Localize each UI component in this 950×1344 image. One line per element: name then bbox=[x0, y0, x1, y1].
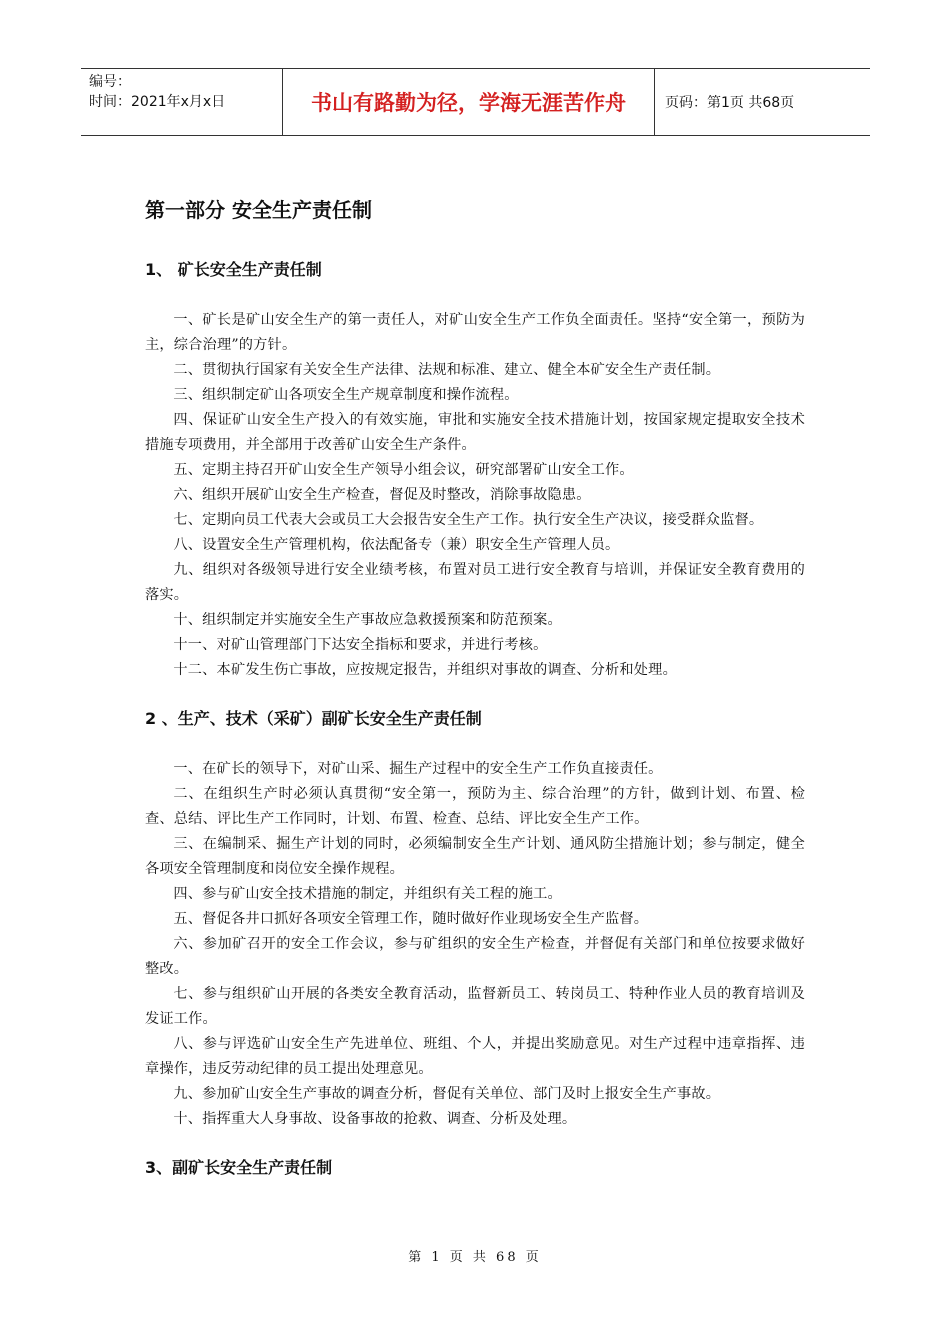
paragraph: 三、在编制采、掘生产计划的同时，必须编制安全生产计划、通风防尘措施计划；参与制定，健全各项安全管理制度和岗位安全操作规程。 bbox=[145, 836, 805, 877]
paragraph: 七、参与组织矿山开展的各类安全教育活动，监督新员工、转岗员工、特种作业人员的教育培训及发证工作。 bbox=[145, 986, 805, 1027]
paragraph: 八、设置安全生产管理机构，依法配备专（兼）职安全生产管理人员。 bbox=[173, 537, 620, 553]
section-title: 1、 矿长安全生产责任制 bbox=[145, 260, 322, 279]
paragraph: 二、在组织生产时必须认真贯彻“安全第一，预防为主、综合治理”的方针，做到计划、布置、检查、总结、评比生产工作同时，计划、布置、检查、总结、评比安全生产工作。 bbox=[145, 786, 805, 827]
paragraph: 五、定期主持召开矿山安全生产领导小组会议，研究部署矿山安全工作。 bbox=[173, 462, 634, 478]
paragraph: 一、在矿长的领导下，对矿山采、掘生产过程中的安全生产工作负直接责任。 bbox=[173, 761, 663, 777]
document-body bbox=[145, 190, 805, 1206]
paragraph: 四、参与矿山安全技术措施的制定，并组织有关工程的施工。 bbox=[173, 886, 562, 902]
paragraph: 六、参加矿召开的安全工作会议，参与矿组织的安全生产检查，并督促有关部门和单位按要求做好整改。 bbox=[145, 936, 805, 977]
paragraph: 六、组织开展矿山安全生产检查，督促及时整改，消除事故隐患。 bbox=[173, 487, 591, 503]
header-motto: 书山有路勤为径，学海无涯苦作舟 bbox=[283, 69, 655, 135]
paragraph: 二、贯彻执行国家有关安全生产法律、法规和标准、建立、健全本矿安全生产责任制。 bbox=[173, 362, 721, 378]
paragraph: 一、矿长是矿山安全生产的第一责任人，对矿山安全生产工作负全面责任。坚持“安全第一，预防为主，综合治理”的方针。 bbox=[145, 312, 805, 353]
paragraph: 四、保证矿山安全生产投入的有效实施，审批和实施安全技术措施计划，按国家规定提取安全技术措施专项费用，并全部用于改善矿山安全生产条件。 bbox=[145, 412, 805, 453]
section-1 bbox=[145, 258, 805, 683]
document-number-label: 编号： bbox=[89, 74, 131, 90]
page-header bbox=[81, 68, 870, 136]
section-2 bbox=[145, 707, 805, 1132]
paragraph: 十、组织制定并实施安全生产事故应急救援预案和防范预案。 bbox=[173, 612, 562, 628]
paragraph: 九、组织对各级领导进行安全业绩考核，布置对员工进行安全教育与培训，并保证安全教育费用的落实。 bbox=[145, 562, 805, 603]
paragraph: 三、组织制定矿山各项安全生产规章制度和操作流程。 bbox=[173, 387, 519, 403]
page-footer: 第 1 页 共 68 页 bbox=[408, 1250, 542, 1265]
paragraph: 十二、本矿发生伤亡事故，应按规定报告，并组织对事故的调查、分析和处理。 bbox=[173, 662, 677, 678]
paragraph: 八、参与评选矿山安全生产先进单位、班组、个人，并提出奖励意见。对生产过程中违章指挥、违章操作，违反劳动纪律的员工提出处理意见。 bbox=[145, 1036, 805, 1077]
paragraph: 五、督促各井口抓好各项安全管理工作，随时做好作业现场安全生产监督。 bbox=[173, 911, 649, 927]
paragraph: 九、参加矿山安全生产事故的调查分析，督促有关单位、部门及时上报安全生产事故。 bbox=[173, 1086, 721, 1102]
section-title: 3、副矿长安全生产责任制 bbox=[145, 1158, 333, 1177]
paragraph: 七、定期向员工代表大会或员工大会报告安全生产工作。执行安全生产决议，接受群众监督。 bbox=[173, 512, 764, 528]
part-title: 第一部分 安全生产责任制 bbox=[145, 198, 372, 222]
header-meta bbox=[81, 69, 283, 135]
header-page-info: 页码：第1页 共68页 bbox=[665, 95, 795, 111]
paragraph: 十、指挥重大人身事故、设备事故的抢救、调查、分析及处理。 bbox=[173, 1111, 577, 1127]
document-date: 时间：2021年x月x日 bbox=[89, 94, 226, 110]
section-3 bbox=[145, 1156, 805, 1180]
paragraph: 十一、对矿山管理部门下达安全指标和要求，并进行考核。 bbox=[173, 637, 548, 653]
section-title: 2 、生产、技术（采矿）副矿长安全生产责任制 bbox=[145, 709, 482, 728]
